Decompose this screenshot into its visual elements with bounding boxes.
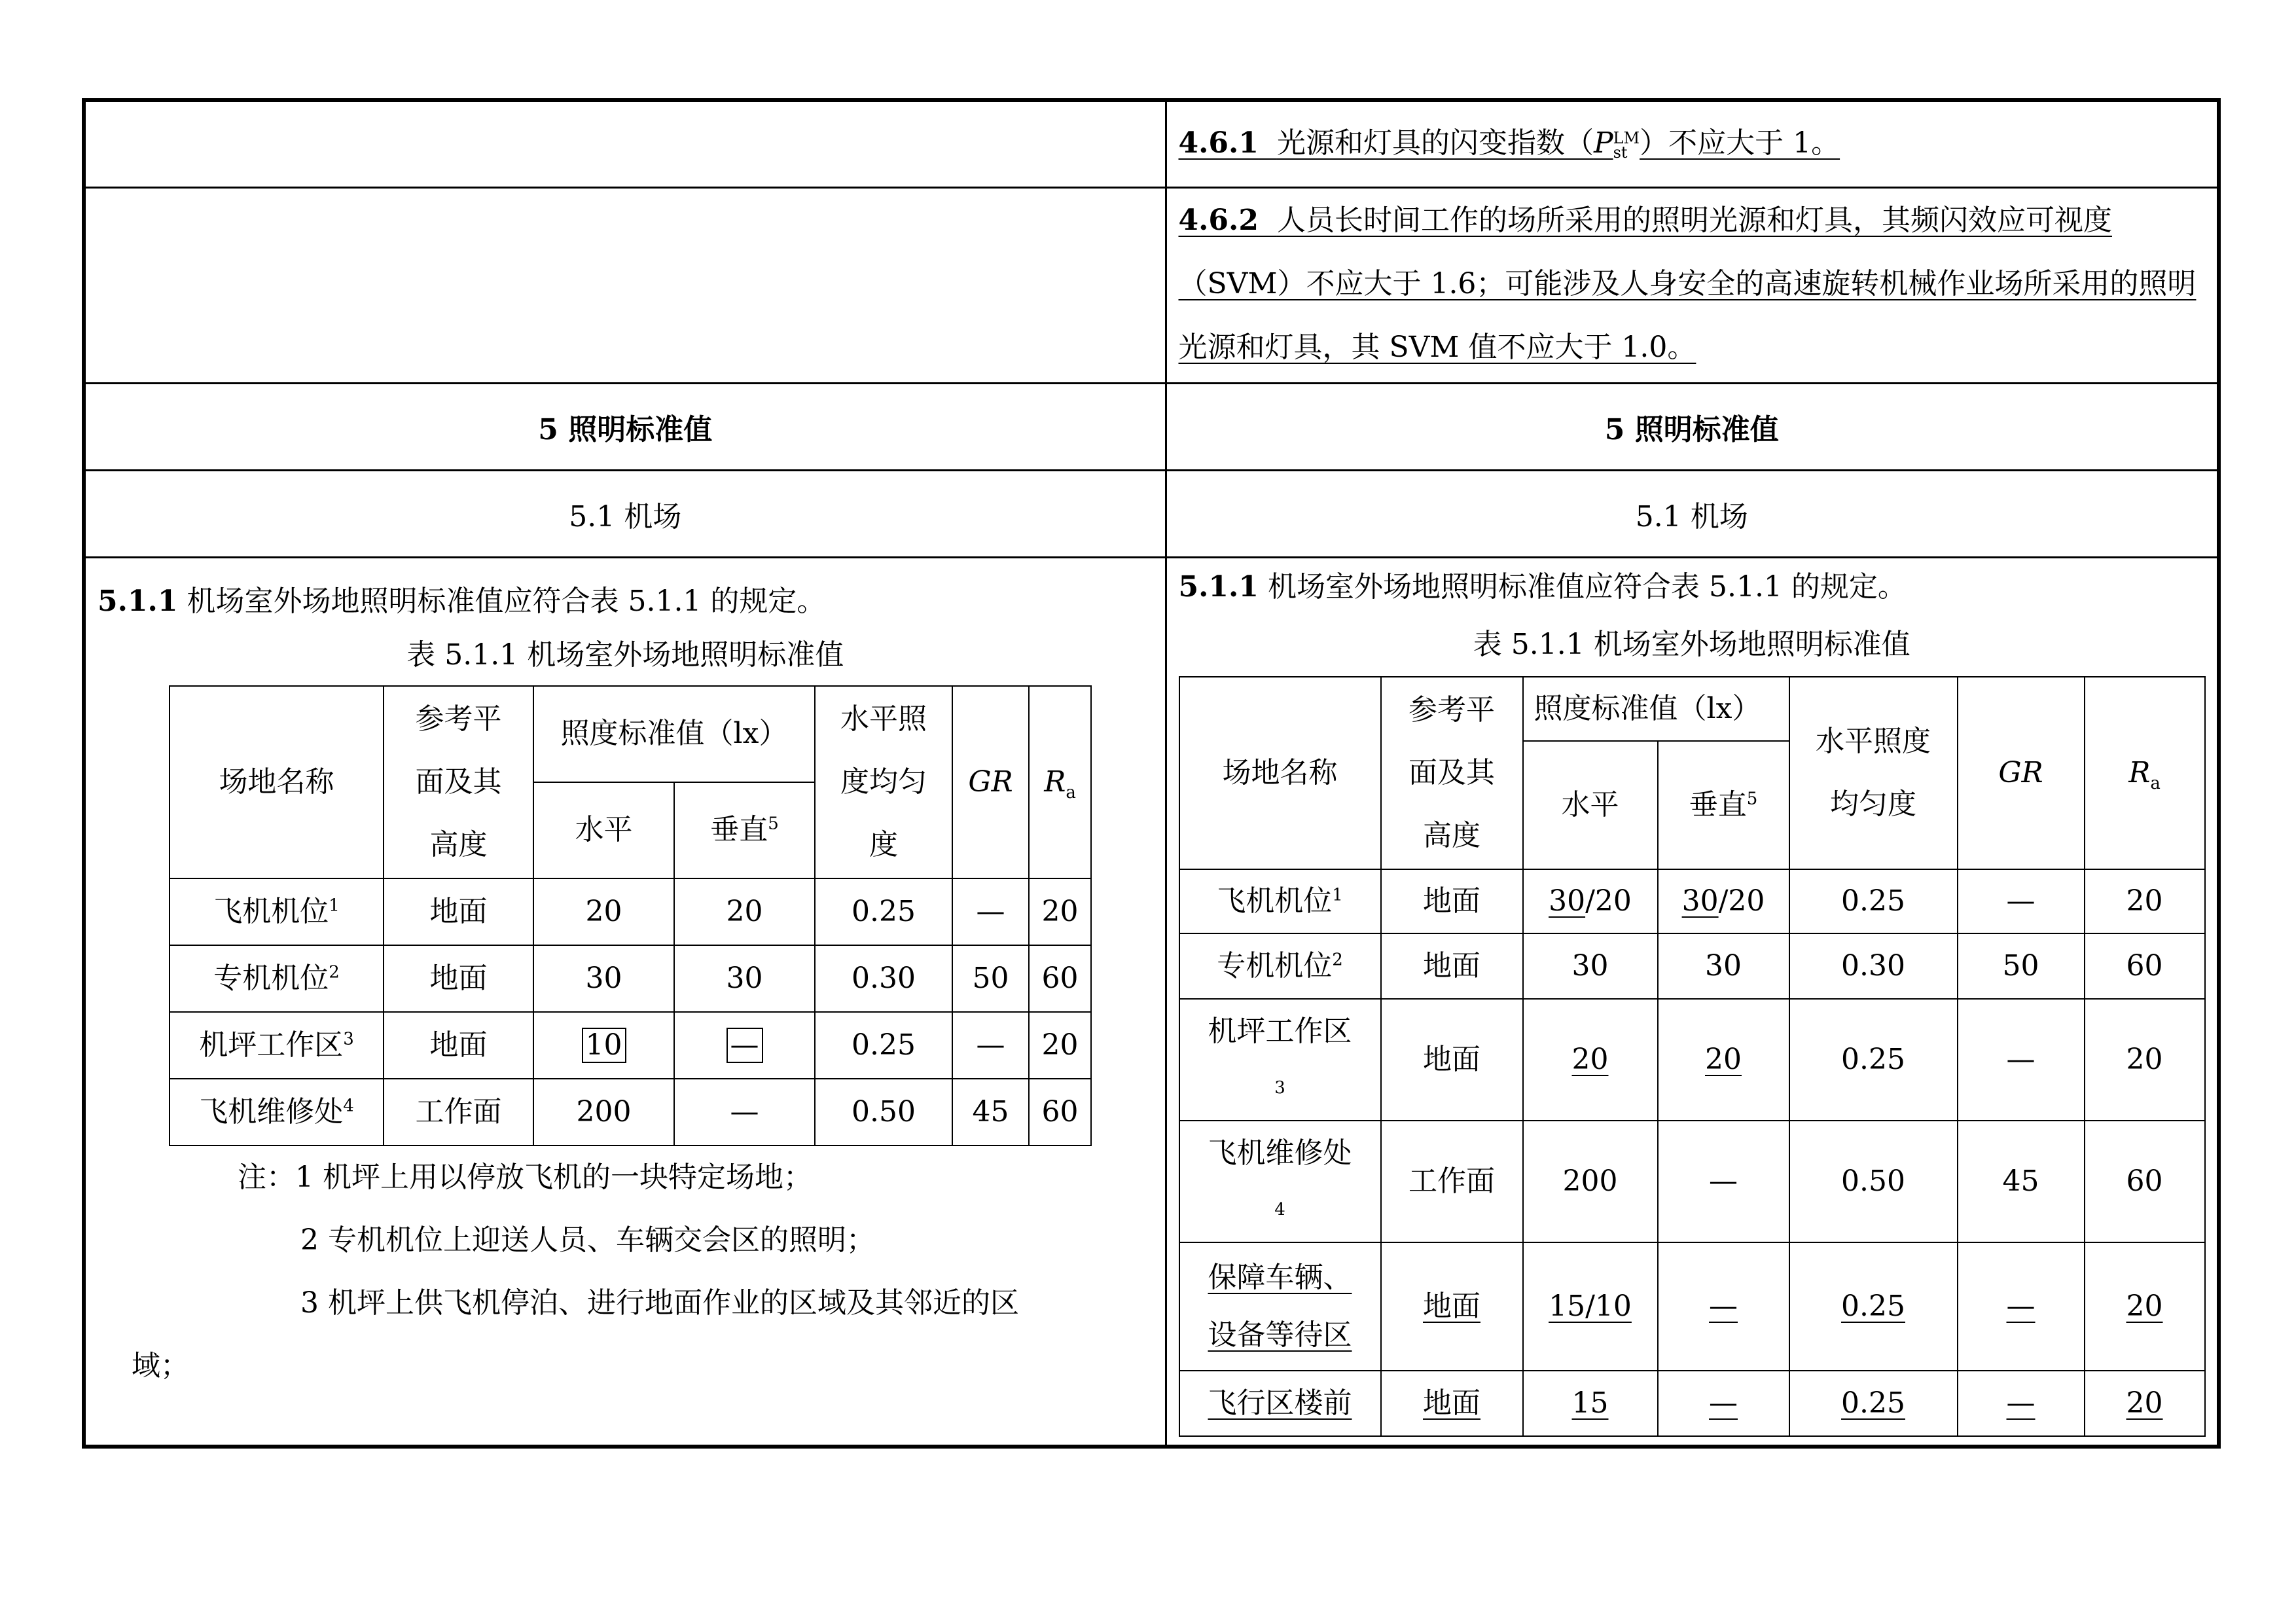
row-plane: 地面 <box>1381 1371 1523 1436</box>
clause-4-6-2 <box>1167 189 2217 379</box>
row-gr: — <box>952 1012 1029 1079</box>
row-ra: 60 <box>2085 1121 2205 1242</box>
section-title-left: 5 照明标准值 <box>84 383 1166 470</box>
table-row <box>170 1012 1091 1079</box>
row1-right-cell <box>1166 100 2219 187</box>
table-notes <box>86 1146 1165 1398</box>
row-ra: 20 <box>1029 878 1091 945</box>
row-plane: 地面 <box>1381 999 1523 1121</box>
row-horizontal: 20 <box>533 878 674 945</box>
row-uniformity: 0.25 <box>1789 869 1958 933</box>
comparison-table <box>82 98 2221 1449</box>
table-row <box>170 1079 1091 1146</box>
row-ra: 60 <box>1029 1079 1091 1146</box>
row-gr: 50 <box>952 945 1029 1012</box>
row-gr: — <box>1958 869 2085 933</box>
row-name: 飞机机位$^1$ <box>170 878 384 945</box>
header-vertical <box>1658 741 1789 869</box>
row-ra: 20 <box>1029 1012 1091 1079</box>
left-content-cell <box>84 557 1166 1447</box>
deleted-value-box: 10 <box>582 1028 626 1063</box>
row-uniformity: 0.25 <box>815 878 952 945</box>
header-lux: 照度标准值（lx） <box>1523 677 1789 741</box>
row-name: 飞机维修处 4 <box>1179 1121 1381 1242</box>
row-uniformity: 0.50 <box>815 1079 952 1146</box>
row-plane: 地面 <box>384 1012 533 1079</box>
header-ra <box>2085 677 2205 869</box>
clause-text: 人员长时间工作的场所采用的照明光源和灯具，其频闪效应可视度（SVM）不应大于 1.6；可能涉及人身安全的高速旋转机械作业场所采用的照明光源和灯具，其 SVM 值不应大于 1.0。 <box>1178 203 2197 364</box>
clause-text-post: ）不应大于 1。 <box>1640 126 1840 160</box>
row-ra: 60 <box>1029 945 1091 1012</box>
row-plane: 地面 <box>1381 869 1523 933</box>
row-name: 专机机位$^2$ <box>1179 933 1381 999</box>
header-uniformity: 水平照度均匀度 <box>1789 677 1958 869</box>
header-gr: GR <box>1958 677 2085 869</box>
row-gr: — <box>1958 1242 2085 1371</box>
deleted-value-box: — <box>726 1028 763 1063</box>
vertical-note: 5 <box>1746 788 1758 808</box>
ra-subscript: a <box>2150 773 2161 793</box>
row-horizontal: 20 <box>1523 999 1658 1121</box>
row-vertical <box>674 1012 815 1079</box>
header-uniformity: 水平照度均匀度 <box>815 686 952 878</box>
row-uniformity: 0.25 <box>1789 999 1958 1121</box>
row2-left-cell <box>84 187 1166 383</box>
note-2: 2 专机机位上迎送人员、车辆交会区的照明； <box>300 1223 875 1257</box>
ra-symbol: R <box>2128 755 2151 789</box>
table-row <box>1179 869 2205 933</box>
row-horizontal <box>533 1012 674 1079</box>
table-row <box>1179 1121 2205 1242</box>
vertical-label: 垂直 <box>1689 787 1747 821</box>
ra-symbol: R <box>1044 765 1066 799</box>
row-gr: 50 <box>1958 933 2085 999</box>
comparison-page <box>82 98 2217 1449</box>
row-plane: 工作面 <box>384 1079 533 1146</box>
clause-number: 5.1.1 <box>1178 569 1259 604</box>
row-name: 专机机位$^2$ <box>170 945 384 1012</box>
row-uniformity: 0.25 <box>1789 1242 1958 1371</box>
row-horizontal: 15 <box>1523 1371 1658 1436</box>
row-uniformity: 0.25 <box>815 1012 952 1079</box>
row-horizontal: 30 <box>1523 933 1658 999</box>
row-gr: — <box>1958 1371 2085 1436</box>
table-caption-left: 表 5.1.1 机场室外场地照明标准值 <box>406 638 844 672</box>
flicker-symbol-sup: LM <box>1613 128 1640 147</box>
clause-5-1-1-right <box>1167 558 2217 613</box>
row-name: 飞机机位$^1$ <box>1179 869 1381 933</box>
ra-subscript: a <box>1066 782 1076 803</box>
row-plane: 地面 <box>384 945 533 1012</box>
row-vertical: 30 <box>674 945 815 1012</box>
row-vertical: 30 <box>1658 933 1789 999</box>
vertical-label: 垂直 <box>710 813 768 846</box>
table-row <box>170 878 1091 945</box>
standard-table-left <box>169 685 1092 1146</box>
row-ra: 20 <box>2085 1242 2205 1371</box>
header-plane: 参考平面及其高度 <box>384 686 533 878</box>
row-plane: 工作面 <box>1381 1121 1523 1242</box>
row-uniformity: 0.50 <box>1789 1121 1958 1242</box>
row-vertical: — <box>1658 1371 1789 1436</box>
row-horizontal: 15/10 <box>1523 1242 1658 1371</box>
row-ra: 60 <box>2085 933 2205 999</box>
row2-right-cell <box>1166 187 2219 383</box>
row-vertical: 30/20 <box>1658 869 1789 933</box>
row-gr: 45 <box>1958 1121 2085 1242</box>
subsection-title-right: 5.1 机场 <box>1166 470 2219 557</box>
vertical-note: 5 <box>768 814 779 834</box>
row-name: 机坪工作区$^3$ <box>170 1012 384 1079</box>
row1-left-cell <box>84 100 1166 187</box>
flicker-symbol-sub: st <box>1613 143 1628 162</box>
standard-table-right <box>1179 676 2206 1437</box>
clause-4-6-1 <box>1167 102 2217 171</box>
row-name: 保障车辆、设备等待区 <box>1179 1242 1381 1371</box>
note-1: 注：1 机坪上用以停放飞机的一块特定场地； <box>238 1160 812 1194</box>
row-name: 飞机维修处$^4$ <box>170 1079 384 1146</box>
header-lux: 照度标准值（lx） <box>533 686 815 782</box>
table-row <box>1179 933 2205 999</box>
row-vertical: 20 <box>1658 999 1789 1121</box>
header-horizontal: 水平 <box>1523 741 1658 869</box>
row-plane: 地面 <box>384 878 533 945</box>
clause-text: 机场室外场地照明标准值应符合表 5.1.1 的规定。 <box>1267 569 1907 604</box>
row-horizontal: 30/20 <box>1523 869 1658 933</box>
row-gr: — <box>1958 999 2085 1121</box>
header-name: 场地名称 <box>1179 677 1381 869</box>
section-title-right: 5 照明标准值 <box>1166 383 2219 470</box>
table-row <box>1179 1371 2205 1436</box>
note-3-continued: 域； <box>132 1348 189 1382</box>
header-plane: 参考平面及其高度 <box>1381 677 1523 869</box>
table-caption-right: 表 5.1.1 机场室外场地照明标准值 <box>1473 627 1910 661</box>
row-vertical: 20 <box>674 878 815 945</box>
subsection-title-left: 5.1 机场 <box>84 470 1166 557</box>
table-row <box>1179 1242 2205 1371</box>
row-ra: 20 <box>2085 1371 2205 1436</box>
table-row <box>1179 999 2205 1121</box>
clause-number: 4.6.1 <box>1178 126 1259 160</box>
row-name: 机坪工作区 3 <box>1179 999 1381 1121</box>
row-gr: 45 <box>952 1079 1029 1146</box>
note-3: 3 机坪上供飞机停泊、进行地面作业的区域及其邻近的区 <box>300 1286 1019 1320</box>
row-ra: 20 <box>2085 869 2205 933</box>
header-name: 场地名称 <box>170 686 384 878</box>
row-horizontal: 200 <box>1523 1121 1658 1242</box>
row-name: 飞行区楼前 <box>1179 1371 1381 1436</box>
row-uniformity: 0.30 <box>1789 933 1958 999</box>
header-gr: GR <box>952 686 1029 878</box>
row-ra: 20 <box>2085 999 2205 1121</box>
table-row <box>170 945 1091 1012</box>
row-plane: 地面 <box>1381 933 1523 999</box>
flicker-symbol: P <box>1593 126 1613 160</box>
row-plane: 地面 <box>1381 1242 1523 1371</box>
header-horizontal: 水平 <box>533 782 674 878</box>
row-vertical: — <box>1658 1242 1789 1371</box>
clause-number: 4.6.2 <box>1178 203 1259 237</box>
row-gr: — <box>952 878 1029 945</box>
row-vertical: — <box>1658 1121 1789 1242</box>
row-vertical: — <box>674 1079 815 1146</box>
clause-text-pre: 光源和灯具的闪变指数（ <box>1276 126 1594 160</box>
clause-5-1-1-left <box>86 558 1165 630</box>
row-horizontal: 30 <box>533 945 674 1012</box>
clause-number: 5.1.1 <box>98 584 178 618</box>
row-horizontal: 200 <box>533 1079 674 1146</box>
header-vertical <box>674 782 815 878</box>
row-uniformity: 0.30 <box>815 945 952 1012</box>
clause-text: 机场室外场地照明标准值应符合表 5.1.1 的规定。 <box>187 584 826 618</box>
row-uniformity: 0.25 <box>1789 1371 1958 1436</box>
right-content-cell <box>1166 557 2219 1447</box>
header-ra <box>1029 686 1091 878</box>
